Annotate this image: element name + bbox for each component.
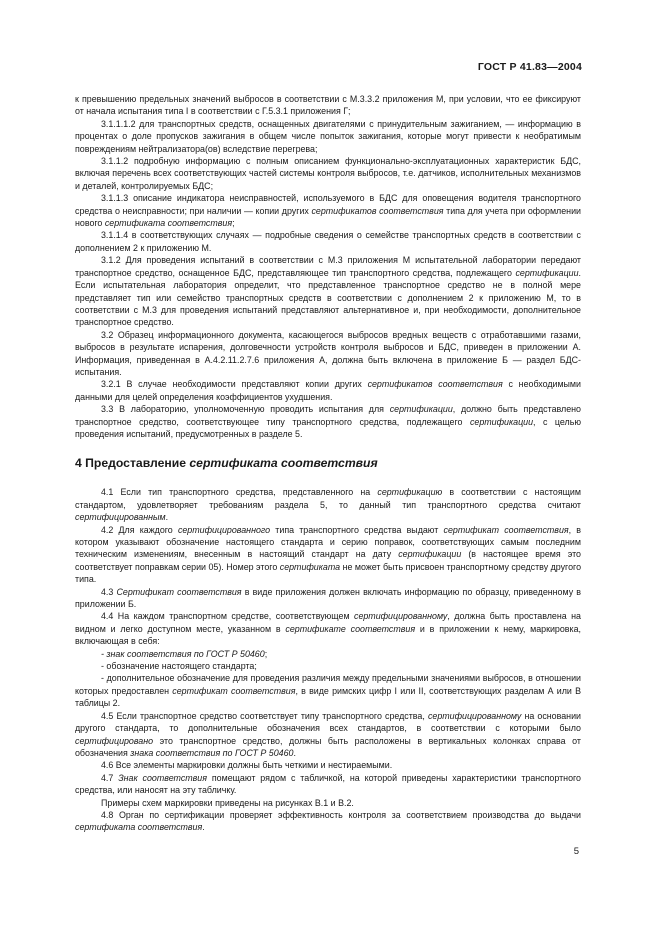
text-run: 4.8 Орган по сертификации проверяет эффективность контроля за соответствием производства до выдачи bbox=[101, 809, 581, 820]
list-item-standard: - обозначение настоящего стандарта; bbox=[101, 661, 257, 672]
paragraph-3-1-1-1-2: 3.1.1.1.2 для транспортных средств, оснащенных двигателями с принудительным зажиганием, — информацию в процентах о доле пропусков зажигания в общем числе попыток зажигания, которые могут привести к необратимым повреждениям нейтрализатора(ов) вследствие перегрева; bbox=[75, 118, 581, 154]
text-run: это транспортное средство, должны быть расположены в вертикальных колонках справа от обозначения bbox=[75, 735, 581, 758]
text-run: . bbox=[202, 822, 205, 833]
italic-term: сертификата соответствия bbox=[104, 218, 233, 229]
italic-term: сертификацию bbox=[377, 487, 443, 498]
text-run: и в приложении к нему, маркировка, включающая в себя: bbox=[75, 623, 581, 647]
text-run: , должна быть проставлена на видном и легко доступном месте, указанном в bbox=[75, 611, 581, 634]
italic-term: сертификации bbox=[469, 416, 534, 427]
text-run: 3.2.1 В случае необходимости представляют копии других bbox=[101, 379, 368, 390]
text-run: в виде приложения должен включать информацию по образцу, приведенному в приложении Б. bbox=[75, 586, 582, 610]
text-run: 4.1 Если тип транспортного средства, представленного на bbox=[101, 487, 378, 498]
text-run: . Если испытательная лаборатория определит, что представленное транспортное средство не в полной мере представляет тип или семейство транспортных средств в соответствии с дополнением 2 к приложению М, то в соответствии с М.3 для проведения испытаний представляют альтернативное и, при необходимости, дополнительное транспортное средство. bbox=[75, 267, 581, 328]
standard-header: ГОСТ Р 41.83—2004 bbox=[477, 61, 582, 73]
italic-term: знака соответствия по ГОСТ Р 50460 bbox=[130, 747, 294, 758]
text-run: не может быть присвоен транспортному средству другого типа. bbox=[75, 561, 582, 585]
paragraph-4-7-examples: Примеры схем маркировки приведены на рисунках В.1 и В.2. bbox=[101, 797, 354, 808]
text-run: с необходимыми данными для целей определения коэффициентов ухудшения. bbox=[75, 379, 581, 402]
italic-term: Знак соответствия bbox=[118, 772, 207, 783]
heading-italic-text: сертификата соответствия bbox=[189, 456, 378, 471]
text-run: типа транспортного средства выдают bbox=[270, 524, 444, 535]
italic-term: сертифицированному bbox=[354, 611, 448, 622]
text-run: 4.5 Если транспортное средство соответствует типу транспортного средства, bbox=[101, 710, 428, 721]
page-number: 5 bbox=[573, 846, 579, 857]
italic-term: Сертификат соответствия bbox=[116, 586, 242, 597]
text-run: 3.1.1.3 описание индикатора неисправностей, используемого в БДС для оповещения водителя транспортного средства о неисправности; при наличии — копии других bbox=[75, 193, 581, 216]
text-run: (в настоящее время это соответствует поправкам серии 05). Номер этого bbox=[75, 549, 581, 572]
italic-term: сертифицированного bbox=[177, 524, 271, 535]
text-run: . bbox=[165, 512, 169, 523]
text-run: 4.4 На каждом транспортном средстве, соответствующем bbox=[101, 611, 354, 622]
paragraph-3-1-2 bbox=[75, 254, 581, 328]
text-run: 4.3 bbox=[101, 586, 117, 597]
text-run: 3.3 В лабораторию, уполномоченную проводить испытания для bbox=[101, 404, 390, 415]
paragraph-4-7 bbox=[75, 772, 581, 797]
section-4-heading bbox=[75, 456, 581, 471]
heading-text: 4 Предоставление bbox=[75, 456, 190, 471]
paragraph-3-1-1-2: 3.1.1.2 подробную информацию с полным описанием функционально-эксплуатационных характеристик БДС, включая перечень всех соответствующих частей системы контроля выбросов, т.е. датчиков, исполнительных механизмов и деталей, контролируемых БДС; bbox=[75, 156, 581, 191]
italic-term: сертификации bbox=[389, 404, 453, 415]
italic-term: сертификации bbox=[515, 267, 579, 278]
list-item-additional bbox=[75, 672, 581, 709]
paragraph-continuation: к превышению предельных значений выбросов в соответствии с М.3.3.2 приложения М, при условии, что ее фиксируют от начала испытания типа I в соответствии с Г.5.3.1 приложения Г; bbox=[75, 94, 581, 117]
text-run: - дополнительное обозначение для проведения различия между предельными значениями выбросов, в отношении которых предоставлен bbox=[75, 673, 581, 696]
italic-term: сертификата bbox=[279, 561, 341, 572]
paragraph-3-2-1 bbox=[75, 378, 581, 403]
text-run: 3.1.2 Для проведения испытаний в соответствии с М.3 приложения М испытательной лаборатории передают транспортное средство, оснащенное БДС, представляющее тип транспортного средства, подлежащего bbox=[75, 255, 581, 278]
paragraph-4-6: 4.6 Все элементы маркировки должны быть четкими и нестираемыми. bbox=[101, 760, 393, 771]
text-run: 4.2 Для каждого bbox=[101, 524, 178, 535]
document-body bbox=[75, 93, 581, 834]
paragraph-4-5 bbox=[75, 710, 581, 760]
paragraph-3-1-1-4: 3.1.1.4 в соответствующих случаях — подробные сведения о семействе транспортных средств в соответствии с дополнением 2 к приложению М. bbox=[75, 230, 581, 253]
paragraph-4-8 bbox=[75, 809, 581, 834]
italic-term: сертификатов соответствия bbox=[311, 205, 444, 216]
italic-term: сертификата соответствия bbox=[75, 822, 203, 833]
italic-term: сертифицировано bbox=[75, 735, 154, 746]
text-run: , должно быть представлено транспортное средство, соответствующее типу транспортного средства, подлежащего bbox=[75, 404, 581, 427]
italic-term: - знак соответствия по ГОСТ Р 50460 bbox=[101, 648, 265, 659]
italic-term: сертификатов соответствия bbox=[367, 379, 503, 390]
text-run: помещают рядом с табличкой, на которой приведены характеристики транспортного средства, или наносят на эту табличку. bbox=[75, 772, 581, 796]
paragraph-3-2: 3.2 Образец информационного документа, касающегося выбросов вредных веществ с отработавшими газами, выбросов в результате испарения, долговечности устройств контроля выбросов и БДС, приведен в приложении А. Информация, приведенная в А.4.2.11.2.7.6 приложения А, должна быть включена в приложение Б — раздел БДС-испытания. bbox=[75, 329, 581, 377]
text-run: , в виде римских цифр I или II, соответствующих разделам А или В таблицы 2. bbox=[75, 685, 581, 709]
paragraph-4-3 bbox=[75, 586, 581, 611]
text-run: . bbox=[293, 747, 296, 758]
text-run: , с целью проведения испытаний, предусмотренных в разделе 5. bbox=[75, 416, 581, 439]
paragraph-3-3 bbox=[75, 403, 581, 440]
text-run: типа для учета при оформлении нового bbox=[75, 205, 581, 229]
text-run: , в котором указывают обозначение настоящего стандарта и серию поправок, соответствующих самым последним техническим изменениям, внесенным в настоящий стандарт на дату bbox=[75, 524, 581, 560]
text-run: ; bbox=[232, 218, 235, 229]
italic-term: сертификации bbox=[398, 549, 462, 560]
italic-term: сертификате соответствия bbox=[285, 623, 416, 634]
text-run: ; bbox=[264, 648, 268, 659]
text-run: 4.7 bbox=[101, 772, 119, 783]
paragraph-4-4 bbox=[75, 610, 581, 647]
paragraph-4-2 bbox=[75, 524, 581, 586]
paragraph-4-1 bbox=[75, 486, 581, 523]
italic-term: сертифицированным bbox=[75, 512, 166, 523]
italic-term: сертифицированному bbox=[427, 710, 522, 721]
italic-term: сертификат соответствия bbox=[443, 524, 569, 535]
text-run: в соответствии с настоящим стандартом, удовлетворяет требованиям раздела 5, то данный тип транспортного средства считают bbox=[75, 487, 581, 510]
text-run: на основании другого стандарта, то дополнительные обозначения всех стандартов, в соответствии с которыми было bbox=[75, 710, 581, 734]
italic-term: сертификат соответствия bbox=[172, 685, 296, 696]
paragraph-3-1-1-3 bbox=[75, 192, 581, 229]
list-item-mark bbox=[75, 648, 581, 660]
